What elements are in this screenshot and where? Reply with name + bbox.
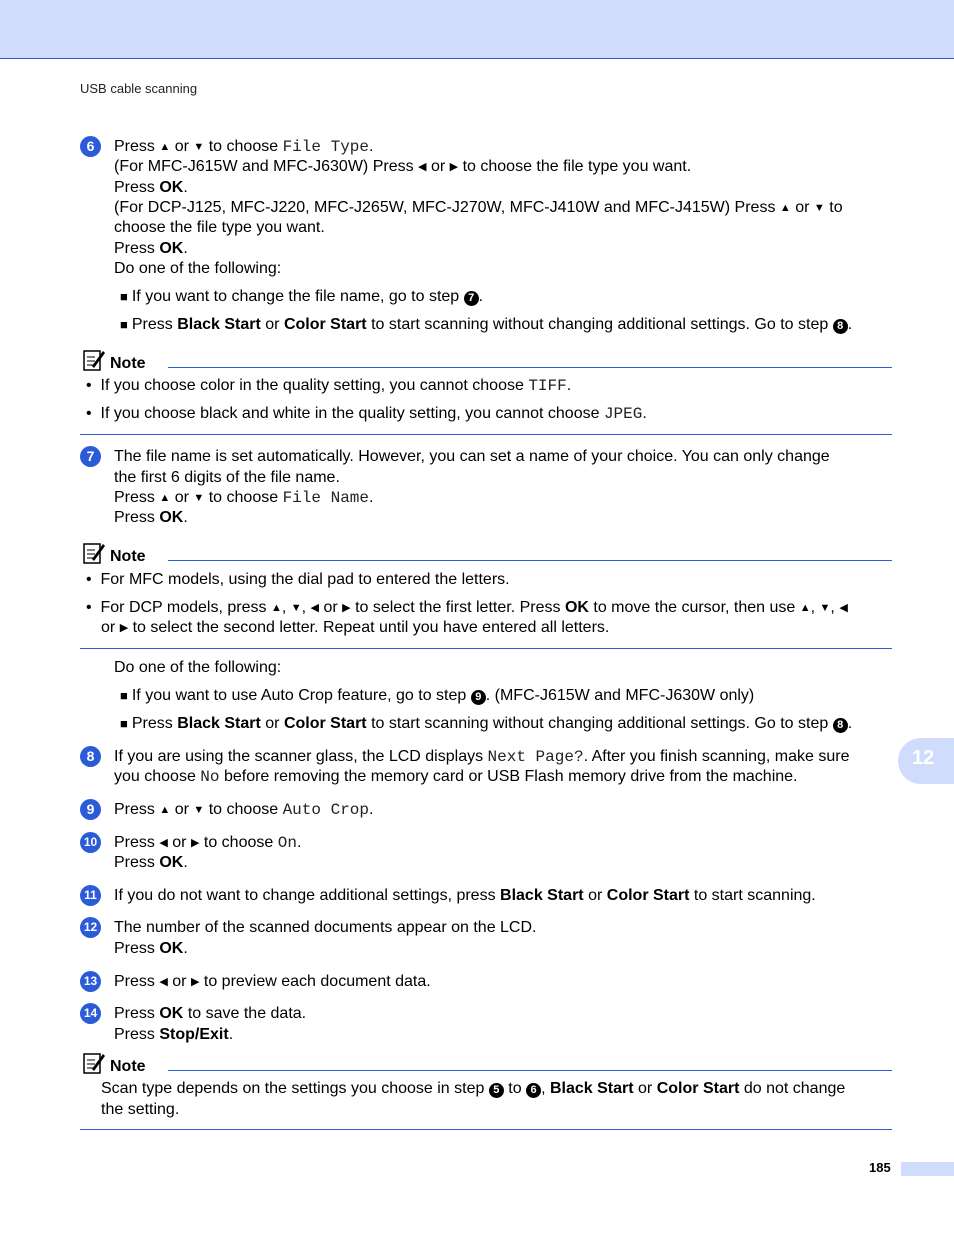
page-number: 185 [869, 1160, 891, 1175]
right-arrow-icon: ▶ [449, 161, 459, 173]
step6-line1: Press ▲ or ▼ to choose File Type. [114, 138, 374, 156]
note2-item2-line1: • For DCP models, press ▲, ▼, ◀ or ▶ to select the first letter. Press OK to move the cursor, then use ▲, ▼, ◀ [86, 599, 848, 616]
after-note2-bullet1: ■ If you want to use Auto Crop feature, go to step 9 . (MFC-J615W and MFC-J630W only) [120, 687, 755, 704]
step6-bullet1: ■ If you want to change the file name, go to step 7 . [120, 288, 484, 305]
down-arrow-icon: ▼ [813, 202, 825, 214]
up-arrow-icon: ▲ [159, 804, 171, 816]
note2-item1: • For MFC models, using the dial pad to entered the letters. [86, 571, 510, 588]
step8-line1: If you are using the scanner glass, the LCD displays Next Page?. After you finish scanning, make sure [114, 748, 850, 766]
down-arrow-icon: ▼ [193, 492, 205, 504]
note-rule-bottom [80, 648, 892, 649]
note-title: Note [110, 1058, 146, 1075]
step8-line2: you choose No before removing the memory card or USB Flash memory drive from the machine. [114, 768, 798, 786]
step7-line1: The file name is set automatically. However, you can set a name of your choice. You can only change [114, 448, 830, 465]
after-note2-bullet2: ■ Press Black Start or Color Start to start scanning without changing additional settings. Go to step 8 . [120, 715, 853, 732]
note-rule-bottom [80, 1129, 892, 1130]
running-head: USB cable scanning [80, 81, 198, 96]
step10-line1: Press ◀ or ▶ to choose On. [114, 834, 302, 852]
step-number-6: 6 [80, 136, 101, 157]
right-arrow-icon: ▶ [119, 622, 129, 634]
step7-line3: Press ▲ or ▼ to choose File Name. [114, 489, 374, 507]
step-number-11: 11 [80, 885, 101, 906]
note-rule-top [168, 560, 892, 561]
step-ref-9: 9 [471, 690, 486, 705]
step-number-14: 14 [80, 1003, 101, 1024]
note-rule-top [168, 367, 892, 368]
step-number-12: 12 [80, 917, 101, 938]
note-rule-top [168, 1070, 892, 1071]
step6-line6: Press OK. [114, 240, 188, 257]
step-number-8: 8 [80, 746, 101, 767]
page-number-bar [901, 1162, 954, 1176]
step-ref-7: 7 [464, 291, 479, 306]
step10-line2: Press OK. [114, 854, 188, 871]
step7-line2: the first 6 digits of the file name. [114, 469, 340, 486]
note-rule-bottom [80, 434, 892, 435]
square-bullet-icon: ■ [120, 688, 128, 703]
left-arrow-icon: ◀ [310, 602, 319, 614]
step6-bullet2: ■ Press Black Start or Color Start to start scanning without changing additional settings. Go to step 8 . [120, 316, 853, 333]
note-pencil-icon [82, 1051, 106, 1075]
step9-line1: Press ▲ or ▼ to choose Auto Crop. [114, 801, 374, 819]
note-pencil-icon [82, 348, 106, 372]
down-arrow-icon: ▼ [819, 602, 831, 614]
left-arrow-icon: ◀ [159, 837, 168, 849]
up-arrow-icon: ▲ [799, 602, 811, 614]
step-number-9: 9 [80, 799, 101, 820]
right-arrow-icon: ▶ [190, 837, 200, 849]
step6-line4: (For DCP-J125, MFC-J220, MFC-J265W, MFC-J270W, MFC-J410W and MFC-J415W) Press ▲ or ▼ to [114, 199, 843, 216]
left-arrow-icon: ◀ [839, 602, 848, 614]
note-title: Note [110, 355, 146, 372]
left-arrow-icon: ◀ [159, 976, 168, 988]
square-bullet-icon: ■ [120, 716, 128, 731]
down-arrow-icon: ▼ [193, 141, 205, 153]
down-arrow-icon: ▼ [290, 602, 302, 614]
step12-line2: Press OK. [114, 940, 188, 957]
step-number-13: 13 [80, 971, 101, 992]
step-number-7: 7 [80, 446, 101, 467]
step7-line4: Press OK. [114, 509, 188, 526]
step6-line7: Do one of the following: [114, 260, 282, 277]
note3-line2: the setting. [101, 1101, 180, 1118]
step13-line1: Press ◀ or ▶ to preview each document data. [114, 973, 431, 990]
step14-line2: Press Stop/Exit. [114, 1026, 234, 1043]
square-bullet-icon: ■ [120, 289, 128, 304]
after-note2-line1: Do one of the following: [114, 659, 282, 676]
square-bullet-icon: ■ [120, 317, 128, 332]
step12-line1: The number of the scanned documents appear on the LCD. [114, 919, 537, 936]
step-ref-8: 8 [833, 319, 848, 334]
note2-item2-line2: or ▶ to select the second letter. Repeat until you have entered all letters. [101, 619, 610, 636]
step-ref-6: 6 [526, 1083, 541, 1098]
up-arrow-icon: ▲ [270, 602, 282, 614]
up-arrow-icon: ▲ [779, 202, 791, 214]
step6-line2: (For MFC-J615W and MFC-J630W) Press ◀ or ▶ to choose the file type you want. [114, 158, 692, 175]
note-title: Note [110, 548, 146, 565]
header-band [0, 0, 954, 59]
up-arrow-icon: ▲ [159, 141, 171, 153]
right-arrow-icon: ▶ [342, 602, 351, 614]
note-pencil-icon [82, 541, 106, 565]
step-number-10: 10 [80, 832, 101, 853]
step14-line1: Press OK to save the data. [114, 1005, 307, 1022]
note3-line1: Scan type depends on the settings you choose in step 5 to 6 , Black Start or Color Start do not change [101, 1080, 846, 1097]
step11-line1: If you do not want to change additional settings, press Black Start or Color Start to start scanning. [114, 887, 816, 904]
step6-line3: Press OK. [114, 179, 188, 196]
step-ref-5: 5 [489, 1083, 504, 1098]
chapter-number: 12 [912, 747, 935, 769]
note1-item1: • If you choose color in the quality setting, you cannot choose TIFF. [86, 377, 572, 395]
step-ref-8: 8 [833, 718, 848, 733]
right-arrow-icon: ▶ [190, 976, 200, 988]
step6-line5: choose the file type you want. [114, 219, 325, 236]
up-arrow-icon: ▲ [159, 492, 171, 504]
note1-item2: • If you choose black and white in the quality setting, you cannot choose JPEG. [86, 405, 647, 423]
left-arrow-icon: ◀ [418, 161, 427, 173]
down-arrow-icon: ▼ [193, 804, 205, 816]
